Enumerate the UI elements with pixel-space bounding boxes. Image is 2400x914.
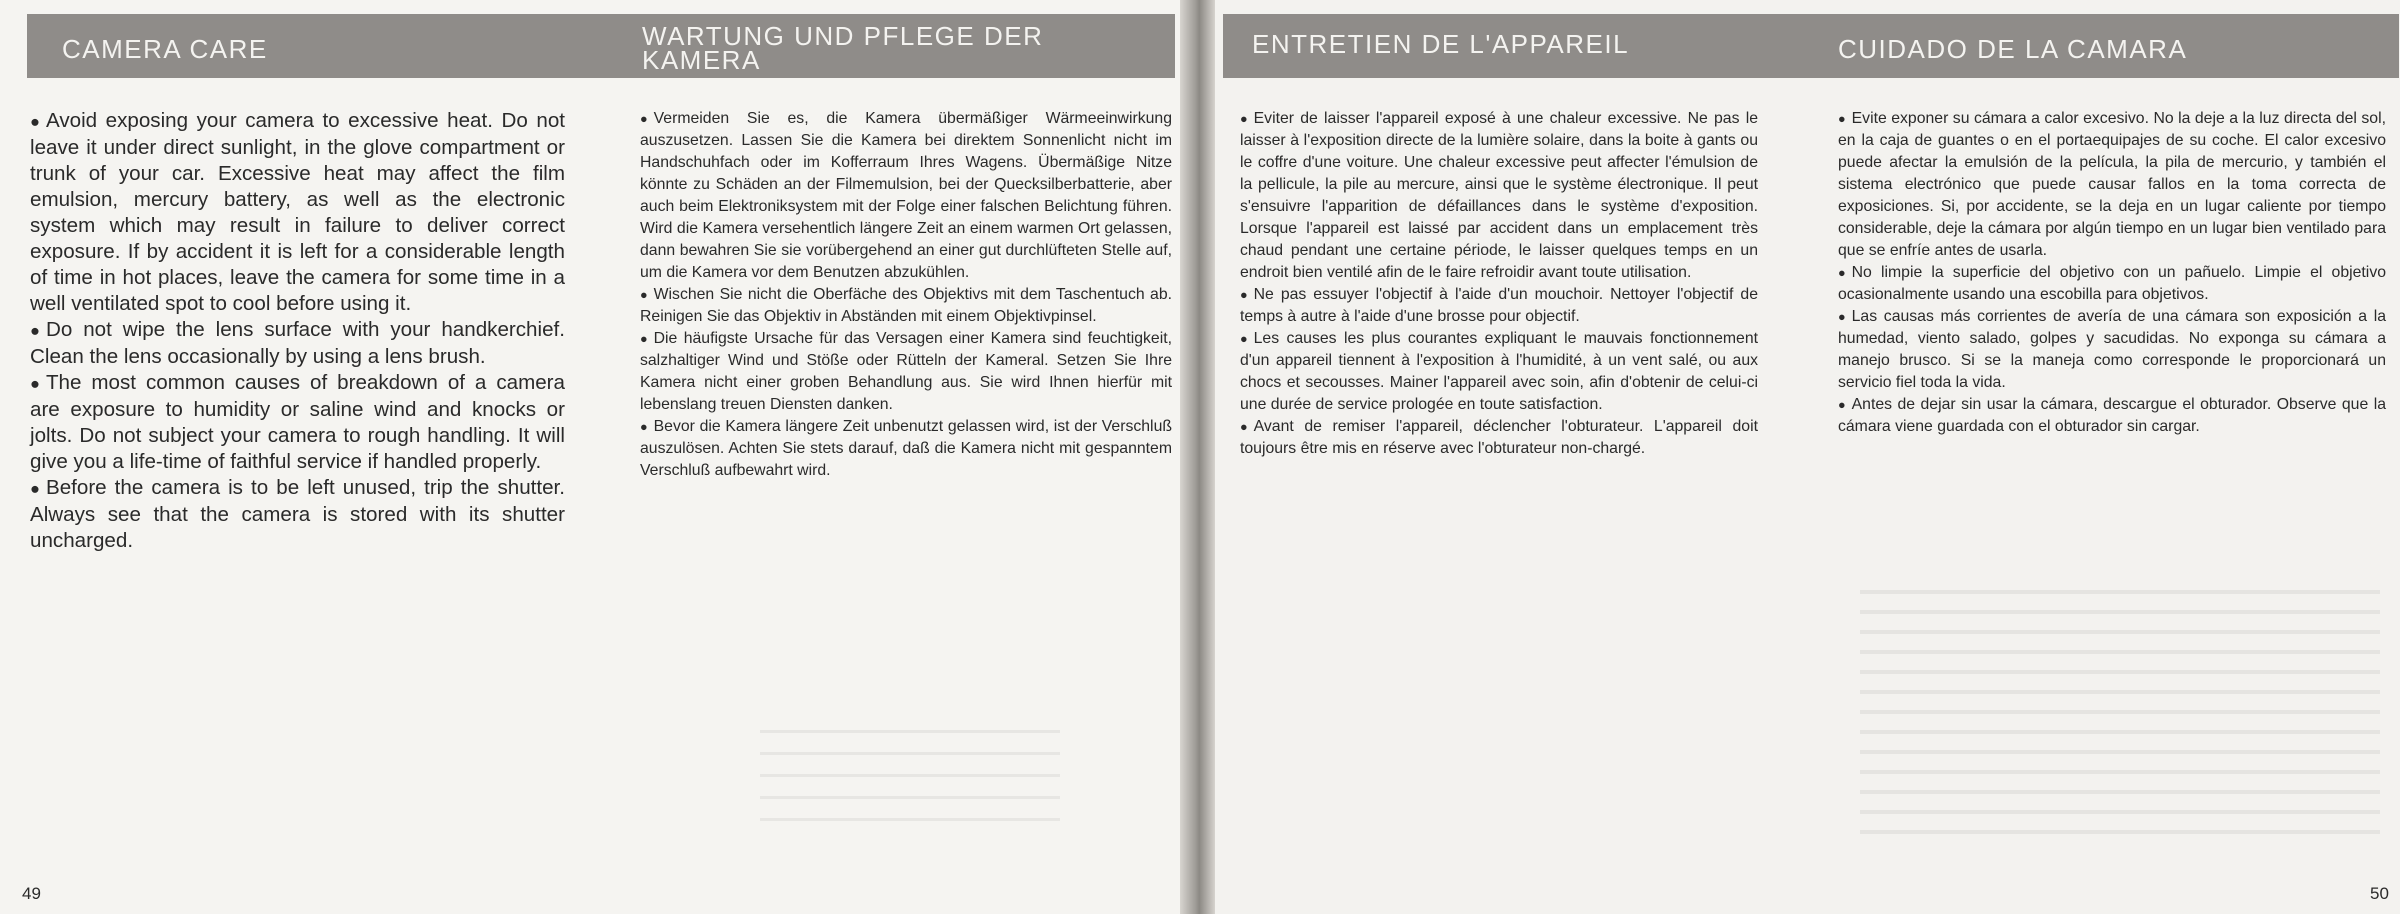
bullet-icon: ● bbox=[30, 322, 40, 340]
page-number-left: 49 bbox=[22, 884, 41, 903]
paragraph-text: Evite exponer su cámara a calor excesivo. No la deje a la luz directa del sol, en la caja de guantes o en el portaequipajes de su coche. El calor excesivo puede afectar la emulsión de la película, la pila de mercurio, y también el sistema electrónico que puede causar fallos en la toma correcta de exposiciones. Si, por accidente, se la deja en un lugar caliente por tiempo considerable, deje la cámara por algún tiempo en un lugar bien ventilado para que se enfríe antes de usarla. bbox=[1838, 110, 2386, 259]
bullet-icon: ● bbox=[30, 375, 40, 393]
bullet-icon: ● bbox=[640, 332, 648, 346]
bullet-icon: ● bbox=[640, 420, 648, 434]
paragraph-text: Avant de remiser l'appareil, déclencher l'obturateur. L'appareil doit toujours être mis en réserve avec l'obturateur non-chargé. bbox=[1240, 418, 1758, 457]
paragraph-text: Do not wipe the lens surface with your handkerchief. Clean the lens occasionally by using a lens brush. bbox=[30, 318, 565, 368]
page-number-right: 50 bbox=[2370, 884, 2389, 903]
paragraph bbox=[640, 416, 1172, 482]
bullet-icon: ● bbox=[1838, 310, 1846, 324]
paragraph-text: Vermeiden Sie es, die Kamera übermäßiger Wärmeeinwirkung auszusetzen. Lassen Sie die Kamera bei direktem Sonnenlicht nicht im Handschuhfach oder im Kofferraum Ihres Wagens. Übermäßige Nitze könnte zu Schäden an der Filmemulsion, bei der Quecksilberbatterie, aber auch beim Elektroniksystem mit der Folge einer falschen Belichtung führen. Wird die Kamera versehentlich längere Zeit an einem warmen Ort gelassen, dann bewahren Sie sie vorübergehend an einer gut durchlüfteten Stelle auf, um die Kamera vor dem Benutzen abzukühlen. bbox=[640, 110, 1172, 281]
bullet-icon: ● bbox=[1240, 288, 1248, 302]
paragraph bbox=[1838, 306, 2386, 394]
paragraph bbox=[640, 108, 1172, 284]
spanish-column bbox=[1838, 108, 2386, 438]
book-gutter bbox=[1180, 0, 1215, 914]
paragraph bbox=[640, 284, 1172, 328]
paragraph bbox=[30, 475, 565, 554]
english-column bbox=[30, 108, 565, 554]
bullet-icon: ● bbox=[1838, 266, 1846, 280]
paragraph-text: Bevor die Kamera längere Zeit unbenutzt gelassen wird, ist der Verschluß auszulösen. Achten Sie stets darauf, daß die Kamera nicht mit gespanntem Verschluß aufbewahrt wird. bbox=[640, 418, 1172, 479]
paragraph-text: Eviter de laisser l'appareil exposé à une chaleur excessive. Ne pas le laisser à l'exposition directe de la lumière solaire, dans la boite à gants ou le coffre d'une voiture. Une chaleur excessive peut affecter l'émulsion de la pellicule, la pile au mercure, ainsi que le système électronique. Il peut s'ensuivre l'apparition de défaillances dans le système d'exposition. Lorsque l'appareil est laissé par accident dans un emplacement très chaud pendant une certaine période, le laisser quelques temps en un endroit bien ventilé afin de le faire refroidir avant toute utilisation. bbox=[1240, 110, 1758, 281]
bullet-icon: ● bbox=[30, 113, 40, 131]
french-column bbox=[1240, 108, 1758, 460]
show-through-text bbox=[1860, 590, 2380, 850]
bullet-icon: ● bbox=[640, 288, 648, 302]
bullet-icon: ● bbox=[1838, 398, 1846, 412]
paragraph bbox=[1240, 416, 1758, 460]
paragraph bbox=[30, 370, 565, 475]
paragraph-text: No limpie la superficie del objetivo con un pañuelo. Limpie el objetivo ocasionalmente usando una escobilla para objetivos. bbox=[1838, 264, 2386, 303]
paragraph-text: The most common causes of breakdown of a camera are exposure to humidity or saline wind and knocks or jolts. Do not subject your camera to rough handling. It will give you a life-time of faithful service if handled properly. bbox=[30, 371, 565, 473]
paragraph bbox=[640, 328, 1172, 416]
paragraph-text: Les causes les plus courantes expliquant le mauvais fonctionnement d'un appareil tiennent à l'exposition à l'humidité, à un vent salé, ou aux chocs et secousses. Mainer l'appareil avec soin, afin d'obtenir de celui-ci une durée de service prologée en toute satisfaction. bbox=[1240, 330, 1758, 413]
bullet-icon: ● bbox=[30, 480, 40, 498]
header-wartung bbox=[642, 21, 1044, 75]
bullet-icon: ● bbox=[1240, 332, 1248, 346]
header-camera-care: CAMERA CARE bbox=[62, 34, 268, 64]
paragraph bbox=[1838, 394, 2386, 438]
paragraph-text: Ne pas essuyer l'objectif à l'aide d'un mouchoir. Nettoyer l'objectif de temps à autre à l'aide d'une brosse pour objectif. bbox=[1240, 286, 1758, 325]
header-entretien: ENTRETIEN DE L'APPAREIL bbox=[1252, 29, 1630, 59]
paragraph-text: Die häufigste Ursache für das Versagen einer Kamera sind feuchtigkeit, salzhaltiger Wind und Stöße oder Rütteln der Kameral. Setzen Sie Ihre Kamera nicht einer groben Behandlung aus. Sie wird Ihnen hierfür mit lebenslang treuen Diensten danken. bbox=[640, 330, 1172, 413]
show-through-text bbox=[760, 730, 1060, 840]
paragraph bbox=[1240, 328, 1758, 416]
header-wartung-line2: KAMERA bbox=[642, 45, 761, 75]
paragraph bbox=[1240, 108, 1758, 284]
bullet-icon: ● bbox=[640, 112, 648, 126]
paragraph-text: Las causas más corrientes de avería de una cámara son exposición a la humedad, viento salado, golpes y sacudidas. No exponga su cámara a manejo brusco. Si se la maneja como corresponde le proporcionará un servicio fiel toda la vida. bbox=[1838, 308, 2386, 391]
paragraph bbox=[1838, 262, 2386, 306]
bullet-icon: ● bbox=[1838, 112, 1846, 126]
paragraph bbox=[1240, 284, 1758, 328]
paragraph-text: Before the camera is to be left unused, trip the shutter. Always see that the camera is stored with its shutter uncharged. bbox=[30, 476, 565, 552]
bullet-icon: ● bbox=[1240, 112, 1248, 126]
paragraph bbox=[1838, 108, 2386, 262]
bullet-icon: ● bbox=[1240, 420, 1248, 434]
header-wartung-line1: WARTUNG UND PFLEGE DER bbox=[642, 21, 1044, 51]
paragraph-text: Wischen Sie nicht die Oberfäche des Objektivs mit dem Taschentuch ab. Reinigen Sie das Objektiv in Abständen mit einem Objektivpinsel. bbox=[640, 286, 1172, 325]
paragraph bbox=[30, 108, 565, 317]
german-column bbox=[640, 108, 1172, 482]
paragraph-text: Avoid exposing your camera to excessive heat. Do not leave it under direct sunlight, in the glove compartment or trunk of your car. Excessive heat may affect the film emulsion, mercury battery, as well as the electronic system which may result in failure to deliver correct exposure. If by accident it is left for a considerable length of time in hot places, leave the camera for some time in a well ventilated spot to cool before using it. bbox=[30, 109, 565, 315]
paragraph bbox=[30, 317, 565, 370]
header-cuidado: CUIDADO DE LA CAMARA bbox=[1838, 34, 2188, 64]
paragraph-text: Antes de dejar sin usar la cámara, descargue el obturador. Observe que la cámara viene guardada con el obturador sin cargar. bbox=[1838, 396, 2386, 435]
